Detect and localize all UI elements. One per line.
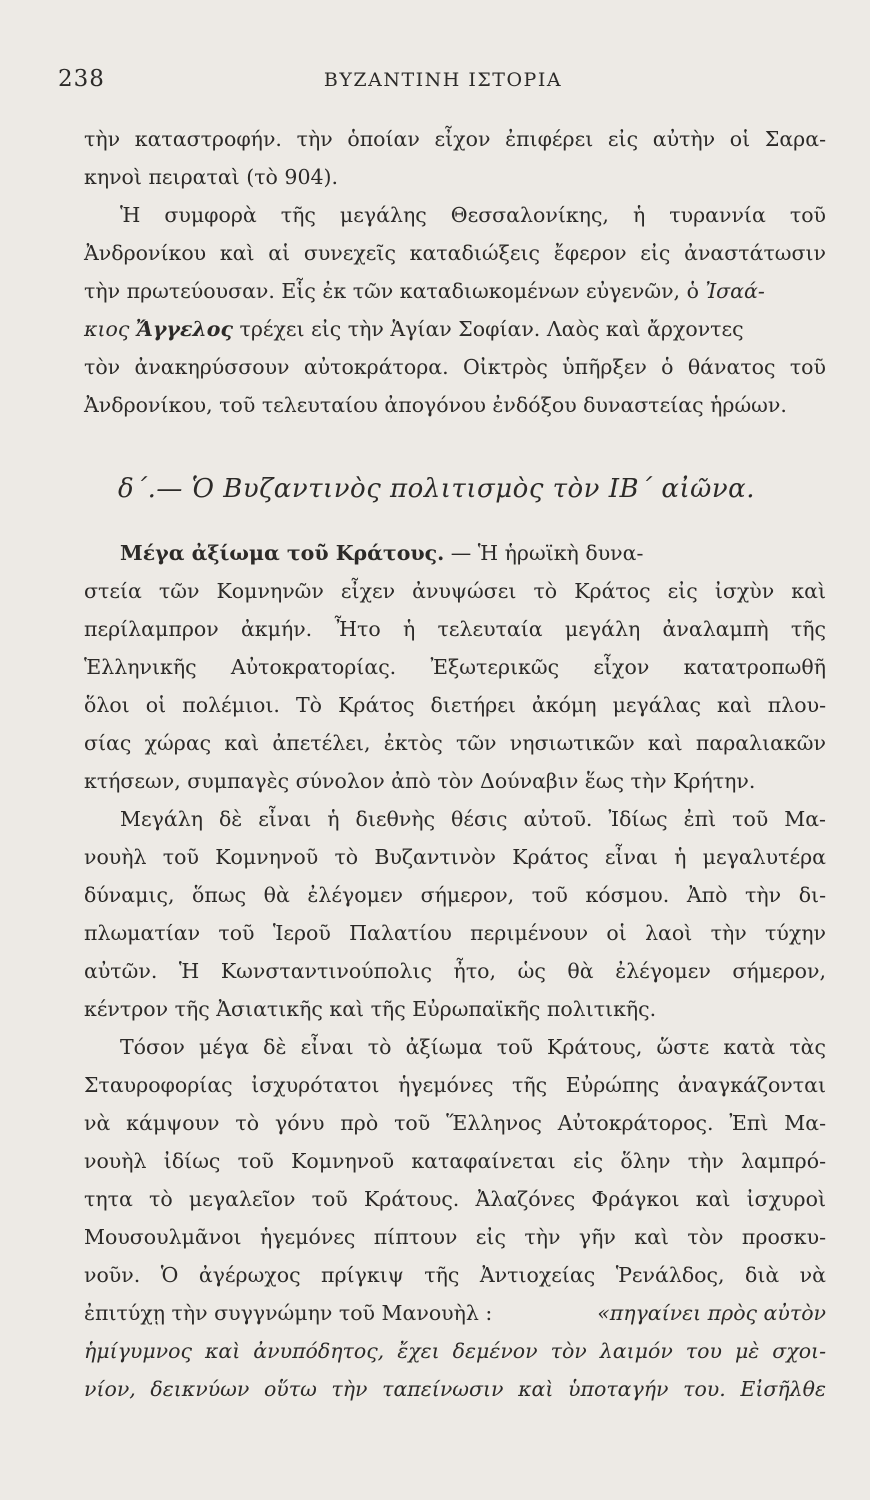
text-line: κέντρον τῆς Ἀσιατικῆς καὶ τῆς Εὐρωπαϊκῆς πολιτικῆς. bbox=[84, 997, 657, 1021]
text-line: πλωματίαν τοῦ Ἱεροῦ Παλατίου περιμένουν οἱ λαοὶ τὴν τύχην bbox=[84, 921, 826, 945]
text-line: περίλαμπρον ἀκμήν. Ἦτο ἡ τελευταία μεγάλη ἀναλαμπὴ τῆς bbox=[84, 617, 826, 641]
text-line: νουὴλ τοῦ Κομνηνοῦ τὸ Βυζαντινὸν Κράτος εἶναι ἡ μεγαλυτέρα bbox=[84, 845, 826, 869]
text-line: νοῦν. Ὁ ἀγέρωχος πρίγκιψ τῆς Ἀντιοχείας Ῥενάλδος, διὰ νὰ bbox=[84, 1263, 826, 1287]
text-run: τρέχει εἰς τὴν Ἁγίαν Σοφίαν. Λαὸς καὶ ἄρχοντες bbox=[239, 317, 744, 341]
text-line: στεία τῶν Κομνηνῶν εἶχεν ἀνυψώσει τὸ Κράτος εἰς ἰσχὺν καὶ bbox=[84, 579, 826, 603]
text-line: Ἑλληνικῆς Αὐτοκρατορίας. Ἐξωτερικῶς εἶχον κατατροπωθῆ bbox=[84, 655, 826, 679]
text-line: ὅλοι οἱ πολέμιοι. Τὸ Κράτος διετήρει ἀκόμη μεγάλας καὶ πλου- bbox=[84, 693, 826, 717]
text-line: Ἡ συμφορὰ τῆς μεγάλης Θεσσαλονίκης, ἡ τυραννία τοῦ bbox=[120, 203, 826, 227]
running-title: ΒΥΖΑΝΤΙΝΗ ΙΣΤΟΡΙΑ bbox=[323, 69, 563, 91]
quotation-line: νίον, δεικνύων οὕτω τὴν ταπείνωσιν καὶ ὑποταγήν του. Εἰσῆλθε bbox=[84, 1377, 826, 1401]
text-run: — Ἡ ἡρωϊκὴ δυνα- bbox=[450, 541, 644, 565]
text-run: ἐπιτύχῃ τὴν συγγνώμην τοῦ Μανουὴλ : bbox=[84, 1301, 493, 1325]
person-name: Ἰσαά- bbox=[705, 279, 765, 303]
text-line: τητα τὸ μεγαλεῖον τοῦ Κράτους. Ἀλαζόνες Φράγκοι καὶ ἰσχυροὶ bbox=[84, 1187, 826, 1211]
text-line: Ἀνδρονίκου καὶ αἱ συνεχεῖς καταδιώξεις ἔφερον εἰς ἀναστάτωσιν bbox=[84, 241, 826, 265]
text-line: κηνοὶ πειραταὶ (τὸ 904). bbox=[84, 165, 339, 189]
quotation-line: ἡμίγυμνος καὶ ἀνυπόδητος, ἔχει δεμένον τὸν λαιμόν του μὲ σχοι- bbox=[84, 1339, 826, 1363]
text-line: κτήσεων, συμπαγὲς σύνολον ἀπὸ τὸν Δούναβιν ἕως τὴν Κρήτην. bbox=[84, 769, 756, 793]
text-line bbox=[84, 316, 826, 344]
quotation: «πηγαίνει πρὸς αὐτὸν bbox=[597, 1301, 826, 1325]
person-name: Ἄγγελος bbox=[135, 317, 233, 341]
text-line: νουὴλ ἰδίως τοῦ Κομνηνοῦ καταφαίνεται εἰς ὅλην τὴν λαμπρό- bbox=[84, 1149, 826, 1173]
text-line: Μουσουλμᾶνοι ἡγεμόνες πίπτουν εἰς τὴν γῆν καὶ τὸν προσκυ- bbox=[84, 1225, 826, 1249]
text-run: τὴν πρωτεύουσαν. Εἷς ἐκ τῶν καταδιωκομένων εὐγενῶν, ὁ bbox=[84, 279, 699, 303]
text-line bbox=[120, 540, 826, 568]
person-name: κιος bbox=[84, 317, 130, 341]
text-line: τὴν καταστροφήν. τὴν ὁποίαν εἶχον ἐπιφέρει εἰς αὐτὴν οἱ Σαρα- bbox=[84, 127, 826, 151]
text-line: σίας χώρας καὶ ἀπετέλει, ἐκτὸς τῶν νησιωτικῶν καὶ παραλιακῶν bbox=[84, 731, 826, 755]
text-line: Σταυροφορίας ἰσχυρότατοι ἡγεμόνες τῆς Εὐρώπης ἀναγκάζονται bbox=[84, 1073, 826, 1097]
page-header bbox=[58, 66, 828, 98]
section-heading: δ΄.— Ὁ Βυζαντινὸς πολιτισμὸς τὸν ΙΒ΄ αἰῶνα. bbox=[118, 474, 755, 504]
text-line bbox=[84, 1300, 826, 1328]
text-line: δύναμις, ὅπως θὰ ἐλέγομεν σήμερον, τοῦ κόσμου. Ἀπὸ τὴν δι- bbox=[84, 883, 826, 907]
text-line: αὐτῶν. Ἡ Κωνσταντινούπολις ἦτο, ὡς θὰ ἐλέγομεν σήμερον, bbox=[84, 959, 826, 983]
text-line: Ἀνδρονίκου, τοῦ τελευταίου ἀπογόνου ἐνδόξου δυναστείας ἡρώων. bbox=[84, 393, 787, 417]
text-line: τὸν ἀνακηρύσσουν αὐτοκράτορα. Οἰκτρὸς ὑπῆρξεν ὁ θάνατος τοῦ bbox=[84, 355, 826, 379]
paragraph-lead: Μέγα ἀξίωμα τοῦ Κράτους. bbox=[120, 541, 445, 565]
text-line: Τόσον μέγα δὲ εἶναι τὸ ἀξίωμα τοῦ Κράτους, ὥστε κατὰ τὰς bbox=[120, 1035, 826, 1059]
text-line bbox=[84, 278, 826, 306]
text-line: νὰ κάμψουν τὸ γόνυ πρὸ τοῦ Ἕλληνος Αὐτοκράτορος. Ἐπὶ Μα- bbox=[84, 1111, 826, 1135]
text-line: Μεγάλη δὲ εἶναι ἡ διεθνὴς θέσις αὐτοῦ. Ἰδίως ἐπὶ τοῦ Μα- bbox=[120, 807, 826, 831]
page-number: 238 bbox=[58, 66, 105, 92]
